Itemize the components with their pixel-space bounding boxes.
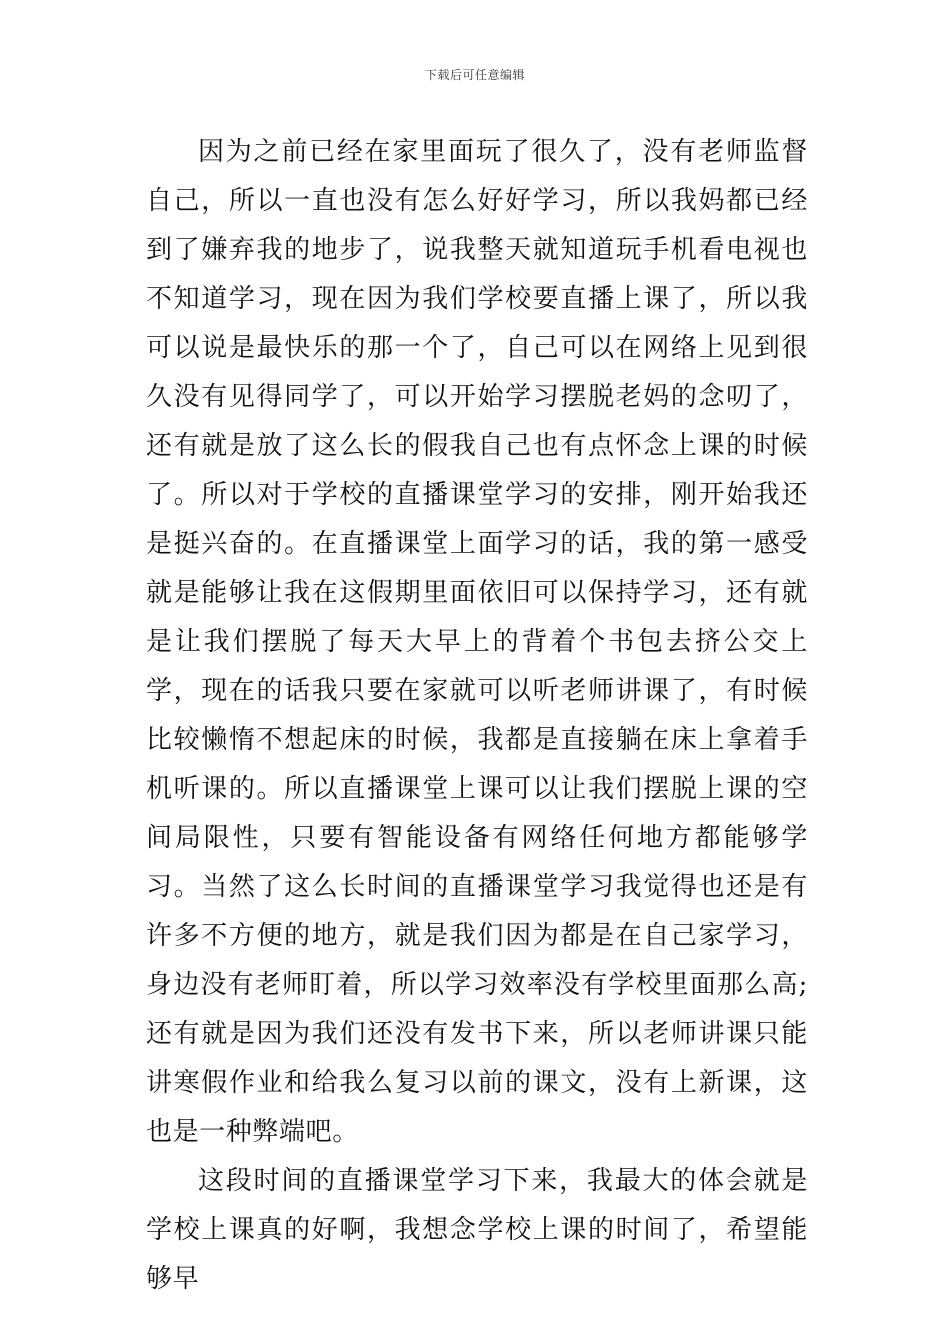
page-header-note: 下载后可任意编辑: [424, 68, 525, 82]
paragraph-2: 这段时间的直播课堂学习下来，我最大的体会就是学校上课真的好啊，我想念学校上课的时间了，希望能够早: [146, 1166, 808, 1294]
document-body: [146, 128, 808, 1304]
paragraph-1: 因为之前已经在家里面玩了很久了，没有老师监督自己，所以一直也没有怎么好好学习，所以我妈都已经到了嫌弃我的地步了，说我整天就知道玩手机看电视也不知道学习，现在因为我们学校要直播上课了，所以我可以说是最快乐的那一个了，自己可以在网络上见到很久没有见得同学了，可以开始学习摆脱老妈的念叨了，还有就是放了这么长的假我自己也有点怀念上课的时候了。所以对于学校的直播课堂学习的安排，刚开始我还是挺兴奋的。在直播课堂上面学习的话，我的第一感受就是能够让我在这假期里面依旧可以保持学习，还有就是让我们摆脱了每天大早上的背着个书包去挤公交上学，现在的话我只要在家就可以听老师讲课了，有时候比较懒惰不想起床的时候，我都是直接躺在床上拿着手机听课的。所以直播课堂上课可以让我们摆脱上课的空间局限性，只要有智能设备有网络任何地方都能够学习。当然了这么长时间的直播课堂学习我觉得也还是有许多不方便的地方，就是我们因为都是在自己家学习，身边没有老师盯着，所以学习效率没有学校里面那么高;还有就是因为我们还没有发书下来，所以老师讲课只能讲寒假作业和给我么复习以前的课文，没有上新课，这也是一种弊端吧。: [146, 137, 808, 1147]
